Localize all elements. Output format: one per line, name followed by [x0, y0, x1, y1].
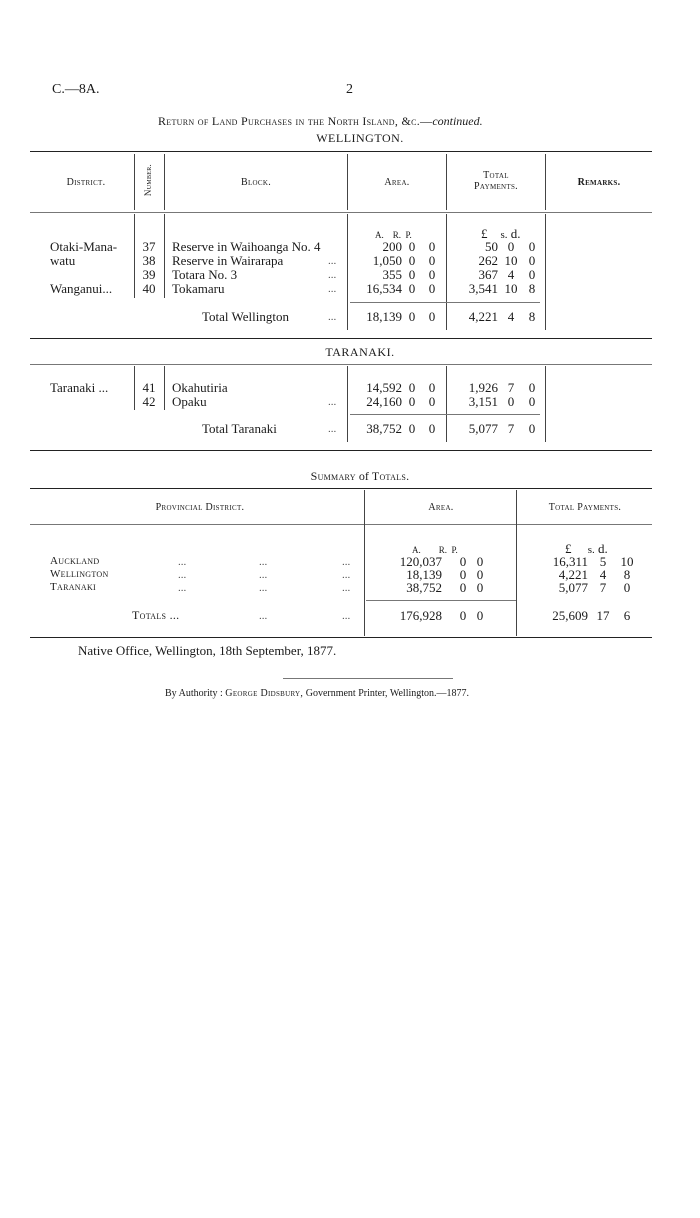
wellington-row-a: 200 [382, 239, 402, 254]
summary-row-d: 0 [623, 580, 631, 595]
summary-row-l: 4,221 [558, 567, 588, 582]
total-taranaki-l: 5,077 [468, 421, 498, 436]
wellington-row-s: 0 [507, 239, 515, 254]
divider [347, 214, 348, 330]
wellington-row-a: 355 [382, 267, 402, 282]
wellington-row-d: 0 [528, 253, 536, 268]
total-wellington-label: Total Wellington [202, 309, 289, 324]
divider [134, 154, 135, 210]
total-taranaki-a: 38,752 [366, 421, 402, 436]
summary-totals-d: 6 [623, 608, 631, 623]
column-header-number [136, 155, 160, 209]
wellington-row-p: 0 [428, 239, 436, 254]
divider [516, 490, 517, 636]
wellington-row-s: 10 [504, 281, 518, 296]
printer-name: George Didsbury, [225, 688, 304, 699]
signature-line: Native Office, Wellington, 18th September, 1877. [78, 643, 337, 658]
column-header-block: Block. [240, 177, 272, 188]
wellington-row-number: 38 [142, 253, 156, 268]
divider [347, 366, 348, 442]
wellington-row-p: 0 [428, 253, 436, 268]
taranaki-row-r: 0 [408, 394, 416, 409]
return-title [158, 114, 483, 129]
unit-p: P. [451, 545, 458, 555]
taranaki-row-a: 14,592 [366, 380, 402, 395]
divider [545, 154, 546, 210]
leader-dots: ... [178, 569, 187, 581]
wellington-row-p: 0 [428, 267, 436, 282]
summary-title-a: Summary [310, 469, 356, 483]
leader-dots: ... [328, 311, 337, 323]
unit-a: A. [412, 545, 421, 555]
wellington-row-s: 4 [507, 267, 515, 282]
divider [134, 366, 135, 410]
summary-header-area: Area. [428, 502, 454, 513]
total-wellington-r: 0 [408, 309, 416, 324]
summary-row-d: 8 [623, 567, 631, 582]
taranaki-row-block: Okahutiria [172, 380, 228, 395]
unit-r: R. [392, 230, 402, 240]
unit-pound: £ [565, 541, 572, 556]
summary-totals-p: 0 [476, 608, 484, 623]
summary-title [200, 469, 520, 484]
wellington-row-l: 367 [478, 267, 498, 282]
wellington-row-a: 1,050 [372, 253, 402, 268]
wellington-row-p: 0 [428, 281, 436, 296]
summary-totals-r: 0 [459, 608, 467, 623]
total-wellington-a: 18,139 [366, 309, 402, 324]
unit-pound: £ [481, 226, 488, 241]
wellington-row-district: watu [50, 253, 76, 268]
summary-row-a: 120,037 [399, 554, 442, 569]
total-rule [350, 414, 540, 415]
wellington-row-block: Tokamaru [172, 281, 225, 296]
column-header-area: Area. [384, 177, 410, 188]
total-wellington-l: 4,221 [468, 309, 498, 324]
wellington-row-district: Otaki-Mana- [50, 239, 118, 254]
summary-row-r: 0 [459, 554, 467, 569]
summary-row-d: 10 [620, 554, 634, 569]
leader-dots: ... [328, 423, 337, 435]
column-header-district: District. [66, 177, 106, 188]
total-rule [350, 302, 540, 303]
unit-a: A. [375, 230, 384, 240]
column-header-remarks: Remarks. [577, 177, 621, 188]
summary-row-p: 0 [476, 580, 484, 595]
summary-row-s: 5 [599, 554, 607, 569]
divider [446, 154, 447, 210]
footer-rule [283, 678, 453, 679]
taranaki-top-rule [30, 338, 652, 339]
summary-row-r: 0 [459, 580, 467, 595]
wellington-row-block: Reserve in Wairarapa [172, 253, 284, 268]
total-taranaki-s: 7 [507, 421, 515, 436]
taranaki-row-d: 0 [528, 394, 536, 409]
summary-total-rule [366, 600, 516, 601]
total-taranaki-d: 0 [528, 421, 536, 436]
wellington-row-d: 0 [528, 267, 536, 282]
wellington-row-d: 8 [528, 281, 536, 296]
wellington-row-l: 262 [478, 253, 498, 268]
summary-top-rule [30, 488, 652, 489]
leader-dots: ... [328, 283, 337, 295]
page-number: 2 [346, 82, 353, 97]
summary-header-rule [30, 524, 652, 525]
wellington-row-l: 3,541 [468, 281, 498, 296]
divider [164, 154, 165, 210]
section-wellington: WELLINGTON. [316, 131, 404, 145]
leader-dots: ... [342, 582, 351, 594]
taranaki-row-p: 0 [428, 394, 436, 409]
summary-row-a: 18,139 [406, 567, 442, 582]
summary-row-s: 4 [599, 567, 607, 582]
wellington-row-r: 0 [408, 267, 416, 282]
document-code: C.—8A. [52, 82, 100, 97]
total-wellington-d: 8 [528, 309, 536, 324]
unit-d: d. [510, 226, 521, 241]
divider [545, 366, 546, 442]
summary-row-l: 16,311 [552, 554, 588, 569]
leader-dots: ... [328, 269, 337, 281]
total-taranaki-r: 0 [408, 421, 416, 436]
taranaki-row-r: 0 [408, 380, 416, 395]
taranaki-row-d: 0 [528, 380, 536, 395]
taranaki-bottom-rule [30, 450, 652, 451]
divider [446, 214, 447, 330]
section-taranaki: TARANAKI. [325, 345, 395, 359]
wellington-row-number: 40 [142, 281, 156, 296]
leader-dots: ... [342, 556, 351, 568]
wellington-row-r: 0 [408, 281, 416, 296]
summary-row-p: 0 [476, 567, 484, 582]
authority-suffix: Government Printer, Wellington.—1877. [305, 688, 470, 699]
summary-header-district: Provincial District. [155, 502, 245, 513]
leader-dots: ... [342, 610, 351, 622]
divider [347, 154, 348, 210]
table-top-rule [30, 151, 652, 152]
wellington-row-r: 0 [408, 253, 416, 268]
taranaki-row-district: Taranaki ... [50, 380, 109, 395]
leader-dots: ... [259, 569, 268, 581]
summary-row-name: Wellington [50, 568, 109, 580]
leader-dots: ... [342, 569, 351, 581]
wellington-row-a: 16,534 [366, 281, 402, 296]
summary-row-p: 0 [476, 554, 484, 569]
wellington-row-block: Totara No. 3 [172, 267, 238, 282]
unit-d: d. [598, 541, 608, 556]
taranaki-header-rule [30, 364, 652, 365]
column-header-payments-line2: Payments. [474, 181, 518, 192]
divider [364, 490, 365, 636]
total-wellington-s: 4 [507, 309, 515, 324]
leader-dots: ... [178, 556, 187, 568]
wellington-row-number: 37 [142, 239, 156, 254]
leader-dots: ... [259, 556, 268, 568]
taranaki-row-number: 42 [142, 394, 156, 409]
wellington-row-d: 0 [528, 239, 536, 254]
summary-header-payments: Total Payments. [548, 502, 622, 513]
divider [164, 366, 165, 410]
taranaki-row-s: 0 [507, 394, 515, 409]
return-title-main: Return of Land Purchases in the North Island, &c.— [158, 114, 433, 128]
column-header-number-label: Number. [143, 163, 153, 197]
taranaki-row-number: 41 [142, 380, 156, 395]
table-header-rule [30, 212, 652, 213]
wellington-row-block: Reserve in Waihoanga No. 4 [172, 239, 321, 254]
unit-s: s. [500, 229, 508, 241]
summary-totals-s: 17 [596, 608, 610, 623]
summary-row-name: Taranaki [50, 581, 97, 593]
summary-totals-l: 25,609 [552, 608, 588, 623]
unit-p: P. [405, 230, 412, 240]
column-header-payments [448, 170, 544, 192]
column-header-payments-line1: Total [483, 170, 509, 181]
summary-totals-label: Totals ... [132, 608, 180, 622]
leader-dots: ... [328, 255, 337, 267]
leader-dots: ... [259, 582, 268, 594]
authority-line [165, 687, 469, 700]
wellington-row-district: Wanganui... [50, 281, 113, 296]
unit-r: R. [438, 545, 448, 555]
summary-row-r: 0 [459, 567, 467, 582]
summary-row-a: 38,752 [406, 580, 442, 595]
taranaki-row-block: Opaku [172, 394, 207, 409]
taranaki-row-s: 7 [507, 380, 515, 395]
total-wellington-p: 0 [428, 309, 436, 324]
unit-s: s. [587, 544, 595, 556]
total-taranaki-p: 0 [428, 421, 436, 436]
leader-dots: ... [328, 396, 337, 408]
return-title-suffix: continued. [432, 114, 483, 128]
summary-bottom-rule [30, 637, 652, 638]
summary-row-s: 7 [599, 580, 607, 595]
wellington-row-l: 50 [485, 239, 498, 254]
taranaki-row-a: 24,160 [366, 394, 402, 409]
total-taranaki-label: Total Taranaki [202, 421, 277, 436]
taranaki-row-p: 0 [428, 380, 436, 395]
divider [164, 214, 165, 298]
taranaki-row-l: 1,926 [468, 380, 498, 395]
divider [545, 214, 546, 330]
summary-row-l: 5,077 [558, 580, 588, 595]
divider [134, 214, 135, 298]
leader-dots: ... [259, 610, 268, 622]
wellington-row-r: 0 [408, 239, 416, 254]
taranaki-row-l: 3,151 [468, 394, 498, 409]
leader-dots: ... [178, 582, 187, 594]
summary-row-name: Auckland [50, 555, 100, 567]
authority-prefix: By Authority : [165, 688, 223, 699]
divider [446, 366, 447, 442]
summary-totals-a: 176,928 [399, 608, 442, 623]
wellington-row-number: 39 [142, 267, 156, 282]
wellington-row-s: 10 [504, 253, 518, 268]
summary-title-c: Totals. [371, 469, 410, 483]
summary-title-b: of [358, 469, 369, 483]
